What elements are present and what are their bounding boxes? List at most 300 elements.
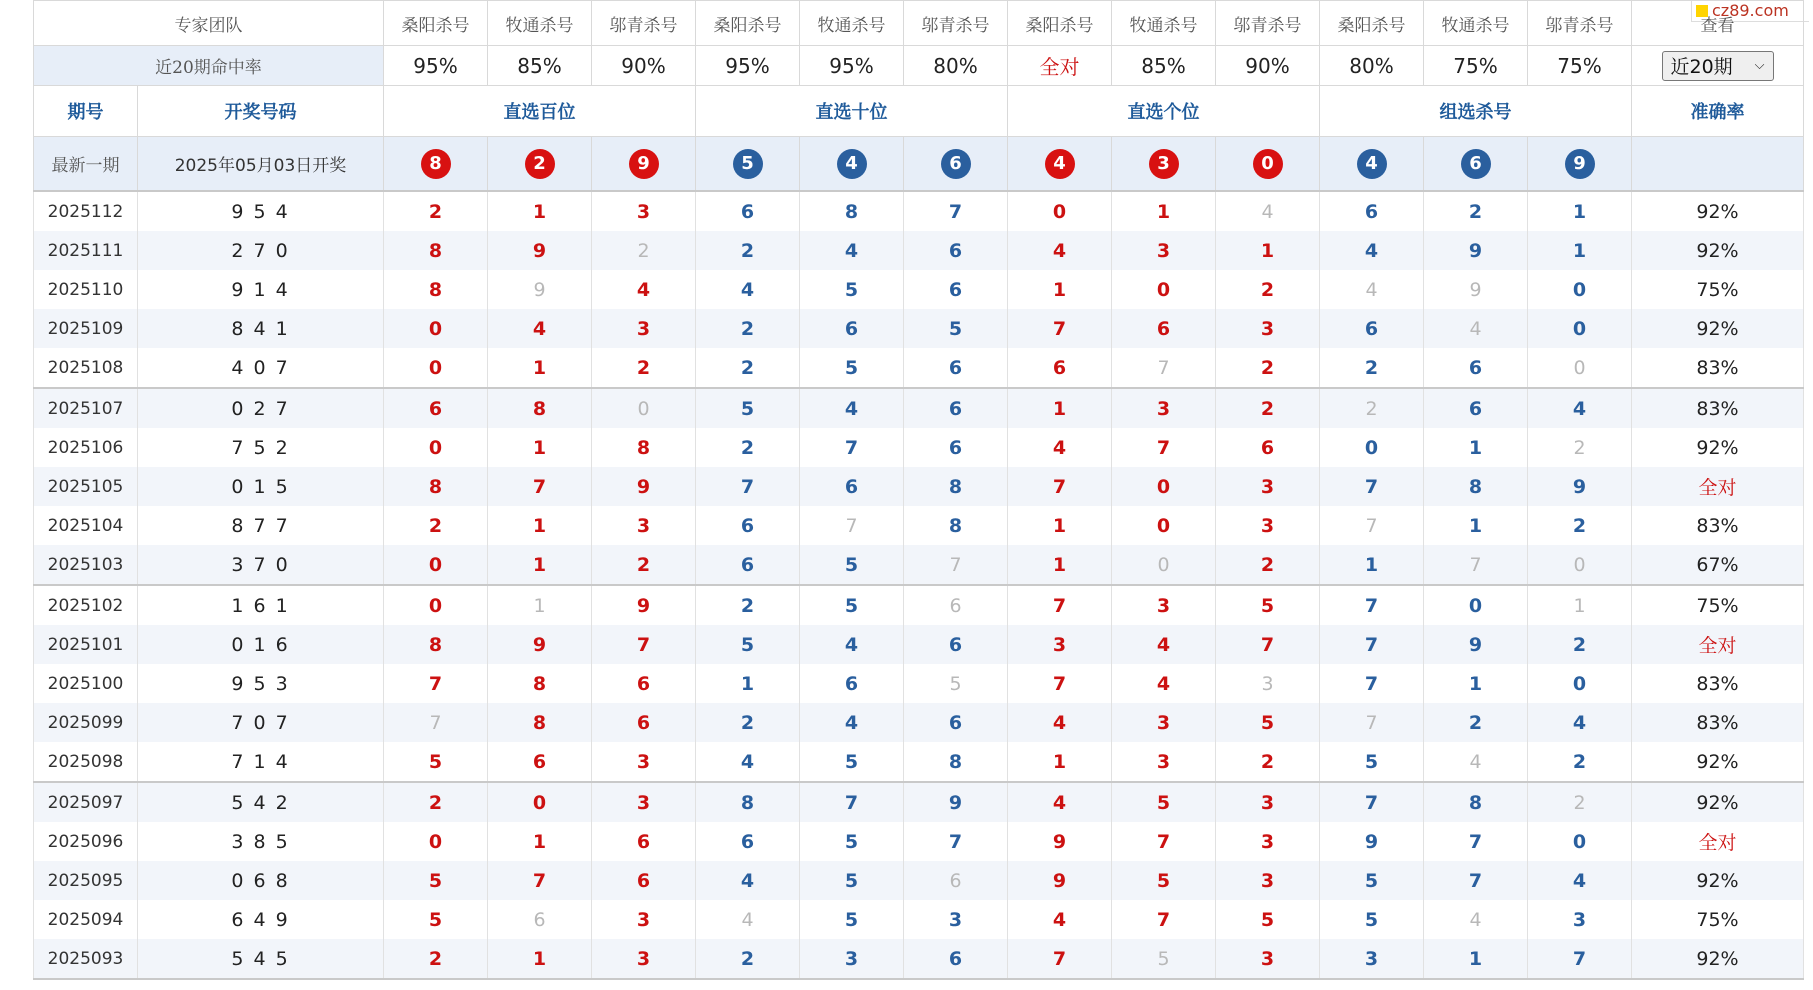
kill-number-cell <box>1008 231 1112 270</box>
kill-number-cell <box>1528 822 1632 861</box>
latest-draw-date: 2025年05月03日开奖 <box>138 137 384 192</box>
kill-number: 5 <box>1156 869 1171 892</box>
kill-number: 3 <box>636 947 651 970</box>
kill-number: 1 <box>1052 514 1067 537</box>
kill-number: 3 <box>1260 791 1275 814</box>
expert-rate: 75% <box>1528 46 1632 86</box>
period-range-value: 近20期 <box>1670 56 1733 78</box>
kill-number: 7 <box>949 553 962 576</box>
kill-number: 6 <box>949 594 962 617</box>
kill-number-cell <box>1216 861 1320 900</box>
period-cell: 2025097 <box>34 782 138 822</box>
kill-number: 9 <box>532 239 547 262</box>
kill-number: 7 <box>1468 830 1483 853</box>
table-row <box>34 664 1804 703</box>
latest-draw-row <box>34 137 1804 192</box>
kill-number: 4 <box>1261 200 1274 223</box>
kill-number: 2 <box>428 514 443 537</box>
accuracy-cell: 75% <box>1632 585 1804 625</box>
kill-number: 6 <box>844 475 859 498</box>
kill-number: 9 <box>1468 239 1483 262</box>
kill-number-cell <box>904 703 1008 742</box>
kill-number-cell <box>1216 900 1320 939</box>
period-cell: 2025107 <box>34 388 138 428</box>
kill-number: 0 <box>1156 278 1171 301</box>
kill-number: 0 <box>1573 553 1586 576</box>
kill-number: 7 <box>1572 947 1587 970</box>
kill-number-cell <box>1112 900 1216 939</box>
kill-number-cell <box>1216 625 1320 664</box>
period-cell: 2025094 <box>34 900 138 939</box>
kill-number-cell <box>904 939 1008 979</box>
latest-ball-cell <box>1528 137 1632 192</box>
kill-number: 5 <box>844 750 859 773</box>
kill-number-cell <box>1112 625 1216 664</box>
kill-number: 6 <box>948 397 963 420</box>
kill-number-cell <box>1112 782 1216 822</box>
kill-number-cell <box>904 231 1008 270</box>
kill-number: 7 <box>1364 594 1379 617</box>
kill-number-cell <box>488 625 592 664</box>
kill-number: 7 <box>844 791 859 814</box>
kill-number: 4 <box>1572 397 1587 420</box>
kill-number: 6 <box>740 830 755 853</box>
accuracy-cell: 92% <box>1632 428 1804 467</box>
kill-number-cell <box>1216 545 1320 585</box>
kill-number-cell <box>592 270 696 309</box>
kill-number-cell <box>592 545 696 585</box>
kill-number: 2 <box>1364 356 1379 379</box>
kill-number-cell <box>1008 348 1112 388</box>
accuracy-cell: 92% <box>1632 231 1804 270</box>
kill-number: 1 <box>1260 239 1275 262</box>
kill-number-cell <box>800 270 904 309</box>
kill-number-cell <box>592 822 696 861</box>
kill-number: 0 <box>637 397 650 420</box>
kill-number: 6 <box>948 633 963 656</box>
kill-number: 6 <box>532 750 547 773</box>
kill-number-cell <box>696 506 800 545</box>
table-row <box>34 467 1804 506</box>
accuracy-cell: 83% <box>1632 506 1804 545</box>
kill-number: 8 <box>948 475 963 498</box>
kill-number-cell <box>384 506 488 545</box>
kill-number: 6 <box>636 830 651 853</box>
kill-number-cell <box>1216 270 1320 309</box>
number-ball: 6 <box>1461 149 1491 179</box>
kill-number-cell <box>1528 270 1632 309</box>
kill-number-cell <box>1112 191 1216 231</box>
period-cell: 2025103 <box>34 545 138 585</box>
kill-number: 7 <box>1156 436 1171 459</box>
kill-number: 3 <box>636 200 651 223</box>
kill-number-cell <box>1528 939 1632 979</box>
hit-rate-label: 近20期命中率 <box>34 46 384 86</box>
kill-number-cell <box>592 348 696 388</box>
kill-number-cell <box>1008 742 1112 782</box>
draw-code-cell: 8 4 1 <box>138 309 384 348</box>
expert-name-row <box>34 1 1804 46</box>
kill-number: 7 <box>1156 908 1171 931</box>
kill-number: 7 <box>1364 791 1379 814</box>
kill-number-cell <box>592 742 696 782</box>
kill-number-cell <box>1112 506 1216 545</box>
kill-number-cell <box>592 428 696 467</box>
kill-number: 0 <box>1052 200 1067 223</box>
kill-number-cell <box>488 348 592 388</box>
kill-number: 6 <box>636 672 651 695</box>
table-row <box>34 231 1804 270</box>
kill-number: 0 <box>1156 514 1171 537</box>
watermark-text: cz89.com <box>1712 1 1789 20</box>
kill-number-cell <box>1216 742 1320 782</box>
expert-name: 牧通杀号 <box>800 1 904 46</box>
period-cell: 2025106 <box>34 428 138 467</box>
kill-number-cell <box>696 428 800 467</box>
kill-number: 7 <box>1364 672 1379 695</box>
expert-name: 邬青杀号 <box>904 1 1008 46</box>
kill-number: 9 <box>1052 830 1067 853</box>
accuracy-cell: 83% <box>1632 703 1804 742</box>
latest-ball-cell <box>1008 137 1112 192</box>
kill-number: 8 <box>740 791 755 814</box>
accuracy-cell: 75% <box>1632 900 1804 939</box>
draw-code-cell: 7 1 4 <box>138 742 384 782</box>
kill-number-cell <box>384 782 488 822</box>
expert-name: 牧通杀号 <box>1424 1 1528 46</box>
kill-number-cell <box>1528 428 1632 467</box>
kill-number-cell <box>1112 664 1216 703</box>
latest-ball-cell <box>800 137 904 192</box>
kill-number: 1 <box>532 356 547 379</box>
kill-number: 2 <box>740 356 755 379</box>
latest-ball-cell <box>1424 137 1528 192</box>
kill-number-cell <box>1320 822 1424 861</box>
kill-number-cell <box>904 822 1008 861</box>
period-cell: 2025110 <box>34 270 138 309</box>
kill-number-cell <box>1216 428 1320 467</box>
kill-number: 0 <box>532 791 547 814</box>
kill-number: 7 <box>1364 475 1379 498</box>
period-range-select[interactable] <box>1662 51 1774 81</box>
kill-number-cell <box>696 900 800 939</box>
expert-rate: 95% <box>800 46 904 86</box>
kill-number: 5 <box>1364 908 1379 931</box>
kill-number: 7 <box>1052 594 1067 617</box>
kill-number: 3 <box>1156 711 1171 734</box>
kill-number: 5 <box>428 750 443 773</box>
kill-number: 2 <box>1260 278 1275 301</box>
kill-number: 7 <box>1156 830 1171 853</box>
kill-number-cell <box>696 191 800 231</box>
kill-number: 5 <box>844 278 859 301</box>
kill-number: 1 <box>1156 200 1171 223</box>
kill-number: 7 <box>1157 356 1170 379</box>
period-cell: 2025109 <box>34 309 138 348</box>
kill-number-cell <box>1008 664 1112 703</box>
kill-number: 1 <box>1052 397 1067 420</box>
kill-number-cell <box>1424 191 1528 231</box>
kill-number: 5 <box>844 594 859 617</box>
kill-number-cell <box>800 388 904 428</box>
latest-ball-cell <box>1112 137 1216 192</box>
expert-rate: 85% <box>1112 46 1216 86</box>
kill-number-cell <box>800 191 904 231</box>
table-row <box>34 742 1804 782</box>
kill-number: 2 <box>1260 553 1275 576</box>
kill-number: 6 <box>428 397 443 420</box>
kill-number: 5 <box>428 908 443 931</box>
number-ball: 4 <box>1045 149 1075 179</box>
number-ball: 4 <box>837 149 867 179</box>
kill-number: 0 <box>428 553 443 576</box>
kill-number-cell <box>488 782 592 822</box>
kill-number: 4 <box>741 908 754 931</box>
kill-number: 3 <box>948 908 963 931</box>
kill-number-cell <box>384 348 488 388</box>
kill-number: 1 <box>1052 553 1067 576</box>
kill-number-cell <box>1424 861 1528 900</box>
kill-number-cell <box>904 506 1008 545</box>
kill-number-cell <box>904 585 1008 625</box>
kill-number-cell <box>1008 309 1112 348</box>
kill-number-cell <box>800 506 904 545</box>
kill-number: 4 <box>1364 239 1379 262</box>
hundreds-header: 直选百位 <box>384 86 696 137</box>
kill-number: 5 <box>844 869 859 892</box>
period-cell: 2025111 <box>34 231 138 270</box>
kill-number-cell <box>592 191 696 231</box>
draw-code-cell: 4 0 7 <box>138 348 384 388</box>
kill-number: 6 <box>948 239 963 262</box>
kill-number: 1 <box>1572 239 1587 262</box>
kill-number: 9 <box>948 791 963 814</box>
kill-number-cell <box>488 506 592 545</box>
kill-number-cell <box>1320 428 1424 467</box>
table-row <box>34 939 1804 979</box>
kill-number-cell <box>592 703 696 742</box>
table-row <box>34 428 1804 467</box>
kill-number: 2 <box>740 239 755 262</box>
kill-number: 6 <box>948 278 963 301</box>
kill-number-cell <box>384 900 488 939</box>
kill-number-cell <box>1320 191 1424 231</box>
kill-number-cell <box>1528 625 1632 664</box>
kill-number-cell <box>696 231 800 270</box>
kill-number: 7 <box>532 475 547 498</box>
kill-number: 1 <box>1052 278 1067 301</box>
kill-number-cell <box>592 900 696 939</box>
kill-number: 5 <box>844 830 859 853</box>
kill-number: 5 <box>740 397 755 420</box>
kill-number-cell <box>1008 782 1112 822</box>
kill-number-cell <box>488 939 592 979</box>
kill-number-cell <box>904 664 1008 703</box>
kill-number-cell <box>1424 270 1528 309</box>
table-row <box>34 822 1804 861</box>
kill-number: 3 <box>1156 750 1171 773</box>
kill-number-cell <box>1528 703 1632 742</box>
number-ball: 3 <box>1149 149 1179 179</box>
kill-number: 2 <box>1468 200 1483 223</box>
kill-number: 4 <box>740 278 755 301</box>
kill-number: 4 <box>1469 908 1482 931</box>
kill-number: 3 <box>636 908 651 931</box>
kill-number: 4 <box>1052 711 1067 734</box>
kill-number: 5 <box>1364 869 1379 892</box>
kill-number: 1 <box>1468 514 1483 537</box>
kill-number: 9 <box>636 594 651 617</box>
kill-number: 3 <box>1260 869 1275 892</box>
kill-number: 3 <box>844 947 859 970</box>
kill-number-cell <box>1216 585 1320 625</box>
table-row <box>34 348 1804 388</box>
kill-number: 1 <box>532 830 547 853</box>
kill-number-cell <box>384 467 488 506</box>
kill-number-cell <box>1216 703 1320 742</box>
kill-number-cell <box>1008 585 1112 625</box>
kill-number: 3 <box>1052 633 1067 656</box>
kill-number: 2 <box>1260 356 1275 379</box>
kill-number-cell <box>592 625 696 664</box>
kill-number: 4 <box>1469 317 1482 340</box>
kill-number: 7 <box>1052 947 1067 970</box>
kill-number-cell <box>1528 191 1632 231</box>
kill-number-cell <box>1112 861 1216 900</box>
kill-number-cell <box>1424 664 1528 703</box>
kill-number: 3 <box>1260 830 1275 853</box>
kill-number-cell <box>384 545 488 585</box>
kill-number-cell <box>1216 191 1320 231</box>
kill-number: 8 <box>532 672 547 695</box>
kill-number-cell <box>1112 270 1216 309</box>
kill-number-cell <box>384 742 488 782</box>
kill-number: 2 <box>740 594 755 617</box>
kill-number-cell <box>1320 545 1424 585</box>
period-cell: 2025112 <box>34 191 138 231</box>
kill-number-cell <box>1008 388 1112 428</box>
accuracy-cell: 83% <box>1632 388 1804 428</box>
kill-number-cell <box>904 900 1008 939</box>
kill-number: 4 <box>740 750 755 773</box>
kill-number-cell <box>488 664 592 703</box>
kill-number: 0 <box>1572 278 1587 301</box>
kill-number: 2 <box>636 356 651 379</box>
kill-number-cell <box>696 348 800 388</box>
kill-number-cell <box>800 585 904 625</box>
kill-number-cell <box>904 467 1008 506</box>
kill-number: 4 <box>1156 672 1171 695</box>
kill-number: 2 <box>1260 750 1275 773</box>
kill-number-cell <box>384 822 488 861</box>
kill-number: 2 <box>740 436 755 459</box>
kill-number: 5 <box>1156 791 1171 814</box>
kill-number: 0 <box>1468 594 1483 617</box>
kill-number: 2 <box>1365 397 1378 420</box>
kill-number-cell <box>696 664 800 703</box>
expert-name: 牧通杀号 <box>1112 1 1216 46</box>
kill-number: 9 <box>532 633 547 656</box>
kill-number-cell <box>384 585 488 625</box>
kill-number-cell <box>488 231 592 270</box>
kill-number: 8 <box>428 239 443 262</box>
kill-number: 6 <box>949 869 962 892</box>
kill-number-cell <box>1112 388 1216 428</box>
kill-number-cell <box>592 585 696 625</box>
kill-number: 5 <box>844 356 859 379</box>
draw-code-cell: 6 4 9 <box>138 900 384 939</box>
code-header: 开奖号码 <box>138 86 384 137</box>
kill-number-cell <box>1216 782 1320 822</box>
kill-number-cell <box>1112 428 1216 467</box>
kill-number-cell <box>592 782 696 822</box>
kill-number: 5 <box>428 869 443 892</box>
kill-number: 0 <box>1364 436 1379 459</box>
kill-number: 1 <box>1573 594 1586 617</box>
kill-number: 3 <box>1156 397 1171 420</box>
draw-code-cell: 9 1 4 <box>138 270 384 309</box>
kill-number-cell <box>1320 939 1424 979</box>
kill-number: 5 <box>949 672 962 695</box>
kill-number-cell <box>904 388 1008 428</box>
kill-number: 6 <box>1364 317 1379 340</box>
kill-number: 7 <box>1365 711 1378 734</box>
kill-number-cell <box>800 348 904 388</box>
number-ball: 0 <box>1253 149 1283 179</box>
kill-number-cell <box>1112 309 1216 348</box>
table-row <box>34 782 1804 822</box>
expert-name: 桑阳杀号 <box>384 1 488 46</box>
kill-number-cell <box>800 782 904 822</box>
latest-ball-cell <box>696 137 800 192</box>
draw-code-cell: 9 5 3 <box>138 664 384 703</box>
draw-code-cell: 0 6 8 <box>138 861 384 900</box>
kill-number: 8 <box>532 711 547 734</box>
kill-number-cell <box>904 348 1008 388</box>
kill-number-cell <box>904 742 1008 782</box>
kill-number-cell <box>1528 900 1632 939</box>
draw-code-cell: 3 7 0 <box>138 545 384 585</box>
kill-number: 3 <box>1260 947 1275 970</box>
kill-number: 5 <box>740 633 755 656</box>
kill-number-cell <box>1320 664 1424 703</box>
kill-number-cell <box>800 309 904 348</box>
kill-number-cell <box>384 270 488 309</box>
kill-number-cell <box>1424 822 1528 861</box>
expert-name: 邬青杀号 <box>592 1 696 46</box>
table-row <box>34 545 1804 585</box>
kill-number-cell <box>1216 822 1320 861</box>
expert-name: 邬青杀号 <box>1216 1 1320 46</box>
number-ball: 9 <box>629 149 659 179</box>
kill-number: 6 <box>533 908 546 931</box>
draw-code-cell: 5 4 2 <box>138 782 384 822</box>
latest-ball-cell <box>1216 137 1320 192</box>
kill-number: 4 <box>740 869 755 892</box>
kill-number: 6 <box>1468 397 1483 420</box>
kill-number: 7 <box>1469 553 1482 576</box>
units-header: 直选个位 <box>1008 86 1320 137</box>
kill-number-cell <box>1424 467 1528 506</box>
latest-accuracy-cell <box>1632 137 1804 192</box>
latest-ball-cell <box>904 137 1008 192</box>
kill-number-cell <box>1320 742 1424 782</box>
kill-number-cell <box>1424 703 1528 742</box>
kill-number-cell <box>696 388 800 428</box>
kill-number: 3 <box>636 514 651 537</box>
kill-number-cell <box>904 782 1008 822</box>
kill-number-cell <box>1424 782 1528 822</box>
